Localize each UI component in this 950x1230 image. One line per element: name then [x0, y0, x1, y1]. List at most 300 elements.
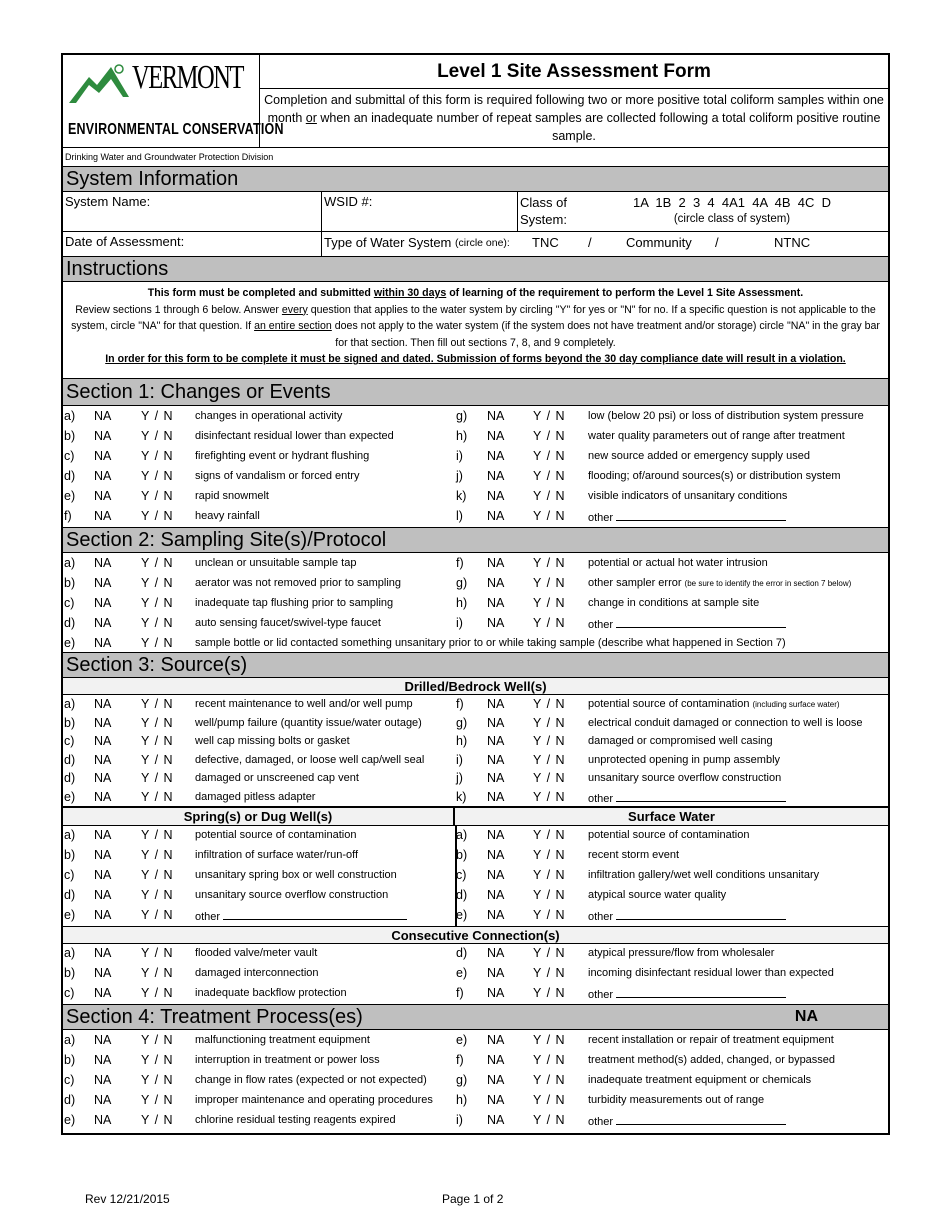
yes-no-option[interactable]: Y / N	[533, 489, 566, 503]
item-letter: d)	[64, 771, 76, 785]
question-row	[63, 554, 888, 574]
na-option[interactable]: NA	[487, 888, 505, 902]
na-option[interactable]: NA	[94, 888, 112, 902]
question-row	[63, 944, 888, 964]
na-option[interactable]: NA	[94, 1053, 112, 1067]
question-row	[63, 732, 888, 751]
item-letter: a)	[64, 556, 76, 570]
yes-no-option[interactable]: Y / N	[141, 752, 174, 767]
na-option[interactable]: NA	[487, 986, 505, 1000]
item-letter: b)	[64, 429, 76, 443]
na-option[interactable]: NA	[487, 828, 505, 842]
na-option[interactable]: NA	[487, 409, 505, 423]
yes-no-option[interactable]: Y / N	[141, 789, 174, 804]
other-write-in-field[interactable]	[616, 617, 786, 628]
question-text	[195, 430, 394, 442]
item-letter: h)	[456, 734, 468, 748]
na-option[interactable]: NA	[487, 429, 505, 443]
item-letter: j)	[456, 771, 463, 785]
yes-no-option[interactable]: Y / N	[141, 556, 174, 570]
question-row	[63, 846, 888, 866]
na-option[interactable]: NA	[94, 1073, 112, 1087]
community-option[interactable]: Community	[626, 235, 692, 250]
yes-no-option[interactable]: Y / N	[533, 966, 566, 980]
other-write-in-field[interactable]	[223, 909, 407, 920]
na-option[interactable]: NA	[94, 848, 112, 862]
item-letter: d)	[456, 888, 468, 902]
question-text	[588, 1074, 811, 1086]
question-text	[195, 717, 422, 729]
other-write-in-field[interactable]	[616, 791, 786, 802]
na-option[interactable]: NA	[94, 1033, 112, 1047]
yes-no-option[interactable]: Y / N	[141, 576, 174, 590]
question-label: incoming disinfectant residual lower than expected	[588, 967, 834, 979]
na-option[interactable]: NA	[487, 1113, 505, 1127]
yes-no-option[interactable]: Y / N	[533, 509, 566, 523]
question-text	[588, 430, 845, 442]
na-option[interactable]: NA	[94, 489, 112, 503]
question-text	[588, 869, 819, 881]
na-option[interactable]: NA	[487, 715, 505, 730]
question-text	[195, 791, 315, 803]
na-option[interactable]: NA	[94, 636, 112, 650]
yes-no-option[interactable]: Y / N	[141, 946, 174, 960]
item-letter: f)	[456, 697, 464, 711]
na-option[interactable]: NA	[487, 489, 505, 503]
yes-no-option[interactable]: Y / N	[533, 1053, 566, 1067]
na-option[interactable]: NA	[487, 469, 505, 483]
question-row	[63, 751, 888, 770]
item-letter: f)	[456, 1053, 464, 1067]
yes-no-option[interactable]: Y / N	[141, 848, 174, 862]
question-text	[588, 829, 749, 841]
question-label: auto sensing faucet/swivel-type faucet	[195, 617, 381, 629]
item-letter: a)	[64, 828, 76, 842]
drilled-wells-heading: Drilled/Bedrock Well(s)	[63, 678, 888, 695]
question-label: flooded valve/meter vault	[195, 947, 318, 959]
question-row	[63, 866, 888, 886]
question-label: chlorine residual testing reagents expired	[195, 1114, 396, 1126]
question-text	[588, 754, 780, 766]
yes-no-option[interactable]: Y / N	[533, 1113, 566, 1127]
question-row	[63, 1071, 888, 1091]
question-label: recent maintenance to well and/or well pump	[195, 698, 413, 710]
na-option[interactable]: NA	[94, 509, 112, 523]
item-letter: i)	[456, 1113, 463, 1127]
item-letter: g)	[456, 1073, 468, 1087]
item-letter: a)	[64, 1033, 76, 1047]
question-text	[588, 1034, 834, 1046]
spring-surface-headings	[63, 808, 888, 826]
question-row	[63, 447, 888, 467]
yes-no-option[interactable]: Y / N	[141, 429, 174, 443]
na-option[interactable]: NA	[487, 868, 505, 882]
form-title: Level 1 Site Assessment Form	[260, 55, 888, 89]
mountain-logo-icon	[67, 63, 133, 107]
yes-no-option[interactable]: Y / N	[141, 616, 174, 630]
question-label: firefighting event or hydrant flushing	[195, 450, 370, 462]
na-option[interactable]: NA	[94, 715, 112, 730]
other-write-in-field[interactable]	[616, 1114, 786, 1125]
yes-no-option[interactable]: Y / N	[533, 986, 566, 1000]
question-text	[195, 698, 413, 710]
yes-no-option[interactable]: Y / N	[141, 469, 174, 483]
question-label: sample bottle or lid contacted something unsanitary prior to or while taking sample (describe what happened in Section 7)	[195, 637, 786, 649]
vermont-dec-logo	[63, 55, 284, 147]
item-letter: c)	[64, 986, 75, 1000]
question-label: damaged or unscreened cap vent	[195, 772, 359, 784]
item-letter: l)	[456, 509, 463, 523]
consecutive-questions	[63, 944, 888, 1005]
na-option[interactable]: NA	[94, 946, 112, 960]
section4-heading: Section 4: Treatment Process(es) NA	[63, 1005, 888, 1030]
question-row	[63, 594, 888, 614]
sampler-error-note: (be sure to identify the error in section 7 below)	[684, 579, 852, 588]
yes-no-option[interactable]: Y / N	[141, 986, 174, 1000]
na-option[interactable]: NA	[487, 908, 505, 922]
question-text	[588, 617, 786, 631]
item-letter: c)	[64, 1073, 75, 1087]
na-option[interactable]: NA	[487, 596, 505, 610]
logo-wordmark: VERMONT	[132, 59, 243, 96]
item-letter: j)	[456, 469, 463, 483]
yes-no-option[interactable]: Y / N	[533, 429, 566, 443]
question-text	[195, 410, 342, 422]
question-text	[195, 735, 350, 747]
question-label: disinfectant residual lower than expected	[195, 430, 394, 442]
item-letter: h)	[456, 429, 468, 443]
na-option[interactable]: NA	[487, 1093, 505, 1107]
question-text	[195, 617, 381, 629]
item-letter: e)	[456, 908, 468, 922]
item-letter: d)	[456, 946, 468, 960]
spring-surface-questions	[63, 826, 888, 927]
yes-no-option[interactable]: Y / N	[141, 697, 174, 711]
instructions-heading: Instructions	[63, 257, 888, 282]
na-option[interactable]: NA	[94, 771, 112, 785]
yes-no-option[interactable]: Y / N	[533, 409, 566, 423]
question-label: treatment method(s) added, changed, or bypassed	[588, 1054, 836, 1066]
question-text	[588, 470, 841, 482]
spring-wells-heading: Spring(s) or Dug Well(s)	[63, 808, 455, 825]
na-option[interactable]: NA	[487, 509, 505, 523]
item-letter: e)	[64, 636, 76, 650]
question-text	[195, 450, 369, 462]
form-subtitle: Completion and submittal of this form is required following two or more positive total coliform samples within one month or when an inadequate number of repeat samples are collected following a total coliform positive routine sample.	[264, 93, 884, 143]
class-options[interactable]: 1A 1B 2 3 4 4A1 4A 4B 4C D (circle class of system)	[632, 195, 831, 225]
na-option[interactable]: NA	[487, 576, 505, 590]
question-row	[63, 1031, 888, 1051]
na-option[interactable]: NA	[94, 596, 112, 610]
tnc-option[interactable]: TNC	[532, 235, 559, 250]
yes-no-option[interactable]: Y / N	[533, 752, 566, 767]
yes-no-option[interactable]: Y / N	[533, 469, 566, 483]
item-letter: g)	[456, 715, 468, 730]
na-option[interactable]: NA	[487, 697, 505, 711]
yes-no-option[interactable]: Y / N	[533, 734, 566, 748]
question-text	[588, 577, 851, 589]
yes-no-option[interactable]: Y / N	[533, 908, 566, 922]
question-label: well/pump failure (quantity issue/water outage)	[195, 716, 422, 729]
question-text	[588, 791, 786, 805]
yes-no-option[interactable]: Y / N	[533, 888, 566, 902]
na-option[interactable]: NA	[487, 556, 505, 570]
question-row	[63, 695, 888, 714]
yes-no-option[interactable]: Y / N	[141, 449, 174, 463]
question-text	[195, 490, 269, 502]
na-option[interactable]: NA	[487, 616, 505, 630]
other-label: other	[588, 911, 614, 923]
na-option[interactable]: NA	[94, 697, 112, 711]
other-write-in-field[interactable]	[616, 909, 786, 920]
yes-no-option[interactable]: Y / N	[533, 771, 566, 785]
na-option[interactable]: NA	[94, 449, 112, 463]
na-option[interactable]: NA	[487, 752, 505, 767]
yes-no-option[interactable]: Y / N	[141, 771, 174, 785]
question-text	[588, 772, 781, 784]
other-label: other	[195, 911, 221, 923]
na-option[interactable]: NA	[94, 576, 112, 590]
question-label: new source added or emergency supply used	[588, 450, 810, 462]
yes-no-option[interactable]: Y / N	[141, 868, 174, 882]
na-option[interactable]: NA	[94, 868, 112, 882]
na-option[interactable]: NA	[94, 752, 112, 767]
yes-no-option[interactable]: Y / N	[141, 734, 174, 748]
yes-no-option[interactable]: Y / N	[141, 828, 174, 842]
wsid-field[interactable]: WSID #:	[322, 192, 518, 231]
item-letter: i)	[456, 752, 463, 767]
na-option[interactable]: NA	[487, 789, 505, 804]
item-letter: f)	[456, 556, 464, 570]
title-box	[260, 55, 888, 147]
item-letter: b)	[64, 966, 76, 980]
question-label: improper maintenance and operating procedures	[195, 1094, 433, 1106]
section4-questions	[63, 1030, 888, 1133]
question-row	[63, 906, 888, 926]
yes-no-option[interactable]: Y / N	[141, 1093, 174, 1107]
na-option[interactable]: NA	[94, 616, 112, 630]
item-letter: b)	[64, 1053, 76, 1067]
section1-questions	[63, 406, 888, 528]
yes-no-option[interactable]: Y / N	[533, 1073, 566, 1087]
yes-no-option[interactable]: Y / N	[141, 908, 174, 922]
yes-no-option[interactable]: Y / N	[533, 697, 566, 711]
item-letter: i)	[456, 449, 463, 463]
na-option[interactable]: NA	[94, 1113, 112, 1127]
yes-no-option[interactable]: Y / N	[533, 946, 566, 960]
other-label: other	[588, 792, 614, 805]
question-label: damaged or compromised well casing	[588, 735, 773, 747]
na-option[interactable]: NA	[487, 449, 505, 463]
question-text	[588, 698, 840, 710]
item-letter: e)	[64, 489, 76, 503]
class-label: Class of System:	[520, 195, 567, 227]
yes-no-option[interactable]: Y / N	[141, 636, 174, 650]
question-text	[195, 597, 393, 609]
na-option[interactable]: NA	[94, 469, 112, 483]
question-label: visible indicators of unsanitary conditions	[588, 490, 788, 502]
question-text	[195, 772, 359, 784]
yes-no-option[interactable]: Y / N	[533, 789, 566, 804]
question-label: atypical source water quality	[588, 889, 727, 901]
question-row	[63, 964, 888, 984]
section1-heading: Section 1: Changes or Events	[63, 379, 888, 406]
yes-no-option[interactable]: Y / N	[141, 1113, 174, 1127]
na-option[interactable]: NA	[487, 966, 505, 980]
yes-no-option[interactable]: Y / N	[141, 715, 174, 730]
other-write-in-field[interactable]	[616, 987, 786, 998]
item-letter: e)	[456, 966, 468, 980]
na-option[interactable]: NA	[487, 1033, 505, 1047]
question-text	[588, 947, 774, 959]
question-row	[63, 507, 888, 527]
item-letter: f)	[64, 509, 72, 523]
consecutive-heading: Consecutive Connection(s)	[63, 927, 888, 944]
question-text	[588, 909, 786, 923]
question-text	[588, 490, 787, 502]
question-row	[63, 886, 888, 906]
item-letter: h)	[456, 1093, 468, 1107]
ntnc-option[interactable]: NTNC	[774, 235, 811, 250]
na-option[interactable]: NA	[487, 1073, 505, 1087]
na-option[interactable]: NA	[94, 1093, 112, 1107]
yes-no-option[interactable]: Y / N	[141, 966, 174, 980]
yes-no-option[interactable]: Y / N	[141, 1073, 174, 1087]
yes-no-option[interactable]: Y / N	[533, 596, 566, 610]
question-label: defective, damaged, or loose well cap/well seal	[195, 753, 425, 766]
question-text	[588, 597, 759, 609]
page-number: Page 1 of 2	[442, 1192, 504, 1206]
item-letter: d)	[64, 616, 76, 630]
question-text	[588, 1094, 764, 1106]
na-option[interactable]: NA	[94, 789, 112, 804]
other-label: other	[588, 989, 614, 1001]
question-text	[195, 1074, 427, 1086]
item-letter: k)	[456, 489, 467, 503]
yes-no-option[interactable]: Y / N	[141, 489, 174, 503]
yes-no-option[interactable]: Y / N	[533, 715, 566, 730]
na-option[interactable]: NA	[94, 986, 112, 1000]
question-text	[588, 450, 810, 462]
na-option[interactable]: NA	[487, 771, 505, 785]
item-letter: d)	[64, 752, 76, 767]
na-option[interactable]: NA	[94, 734, 112, 748]
surface-water-heading: Surface Water	[455, 808, 888, 825]
question-label: infiltration gallery/wet well conditions unsanitary	[588, 869, 820, 881]
yes-no-option[interactable]: Y / N	[141, 409, 174, 423]
question-row	[63, 574, 888, 594]
question-row	[63, 407, 888, 427]
question-text	[195, 510, 260, 522]
na-option[interactable]: NA	[94, 409, 112, 423]
yes-no-option[interactable]: Y / N	[533, 449, 566, 463]
na-option[interactable]: NA	[487, 946, 505, 960]
question-text	[195, 1094, 433, 1106]
yes-no-option[interactable]: Y / N	[141, 509, 174, 523]
item-letter: b)	[64, 848, 76, 862]
question-label: unsanitary source overflow construction	[195, 889, 389, 901]
question-text	[195, 1034, 370, 1046]
section3-heading: Section 3: Source(s)	[63, 653, 888, 678]
item-letter: c)	[456, 868, 467, 882]
question-label: unclean or unsuitable sample tap	[195, 557, 357, 569]
na-option[interactable]: NA	[94, 908, 112, 922]
question-text	[195, 947, 317, 959]
question-text	[588, 1054, 835, 1066]
yes-no-option[interactable]: Y / N	[533, 828, 566, 842]
question-label: unsanitary source overflow construction	[588, 772, 782, 784]
water-system-type: Type of Water System (circle one): TNC / Community / NTNC	[324, 235, 811, 250]
yes-no-option[interactable]: Y / N	[533, 1033, 566, 1047]
other-label: other	[588, 1116, 614, 1128]
question-row	[63, 467, 888, 487]
question-label: potential or actual hot water intrusion	[588, 557, 768, 569]
date-of-assessment-field[interactable]: Date of Assessment:	[63, 232, 322, 256]
na-option[interactable]: NA	[487, 734, 505, 748]
question-label: change in flow rates (expected or not expected)	[195, 1074, 427, 1086]
na-option[interactable]: NA	[487, 1053, 505, 1067]
question-text	[588, 557, 768, 569]
yes-no-option[interactable]: Y / N	[141, 1033, 174, 1047]
question-label: change in conditions at sample site	[588, 597, 760, 609]
yes-no-option[interactable]: Y / N	[141, 1053, 174, 1067]
other-write-in-field[interactable]	[616, 510, 786, 521]
na-option[interactable]: NA	[94, 556, 112, 570]
other-label: other	[588, 512, 614, 524]
question-label: inadequate treatment equipment or chemicals	[588, 1074, 812, 1086]
yes-no-option[interactable]: Y / N	[533, 848, 566, 862]
question-label: atypical pressure/flow from wholesaler	[588, 947, 775, 959]
question-text	[195, 470, 359, 482]
item-letter: b)	[64, 576, 76, 590]
logo-subtitle: ENVIRONMENTAL CONSERVATION	[68, 121, 284, 138]
question-text	[588, 410, 864, 422]
yes-no-option[interactable]: Y / N	[141, 888, 174, 902]
yes-no-option[interactable]: Y / N	[533, 1093, 566, 1107]
system-name-field[interactable]: System Name:	[63, 192, 322, 231]
drilled-wells-questions	[63, 695, 888, 808]
yes-no-option[interactable]: Y / N	[533, 576, 566, 590]
section4-na-option[interactable]: NA	[794, 1008, 818, 1025]
na-option[interactable]: NA	[94, 966, 112, 980]
yes-no-option[interactable]: Y / N	[533, 556, 566, 570]
question-row	[63, 788, 888, 807]
item-letter: g)	[456, 409, 468, 423]
na-option[interactable]: NA	[94, 828, 112, 842]
question-label: water quality parameters out of range after treatment	[588, 430, 845, 442]
item-letter: h)	[456, 596, 468, 610]
item-letter: a)	[64, 946, 76, 960]
question-label: potential source of contamination	[588, 698, 750, 710]
question-row	[63, 984, 888, 1004]
item-letter: b)	[64, 715, 76, 730]
question-label: damaged pitless adapter	[195, 790, 316, 803]
item-letter: e)	[64, 908, 76, 922]
item-letter: c)	[64, 734, 75, 748]
question-text	[195, 577, 401, 589]
question-row	[63, 614, 888, 634]
question-text	[195, 829, 356, 841]
yes-no-option[interactable]: Y / N	[533, 868, 566, 882]
na-option[interactable]: NA	[487, 848, 505, 862]
question-text	[195, 1054, 380, 1066]
question-text	[588, 510, 786, 524]
question-text	[195, 909, 407, 923]
na-option[interactable]: NA	[94, 429, 112, 443]
yes-no-option[interactable]: Y / N	[533, 616, 566, 630]
item-letter: d)	[64, 1093, 76, 1107]
yes-no-option[interactable]: Y / N	[141, 596, 174, 610]
